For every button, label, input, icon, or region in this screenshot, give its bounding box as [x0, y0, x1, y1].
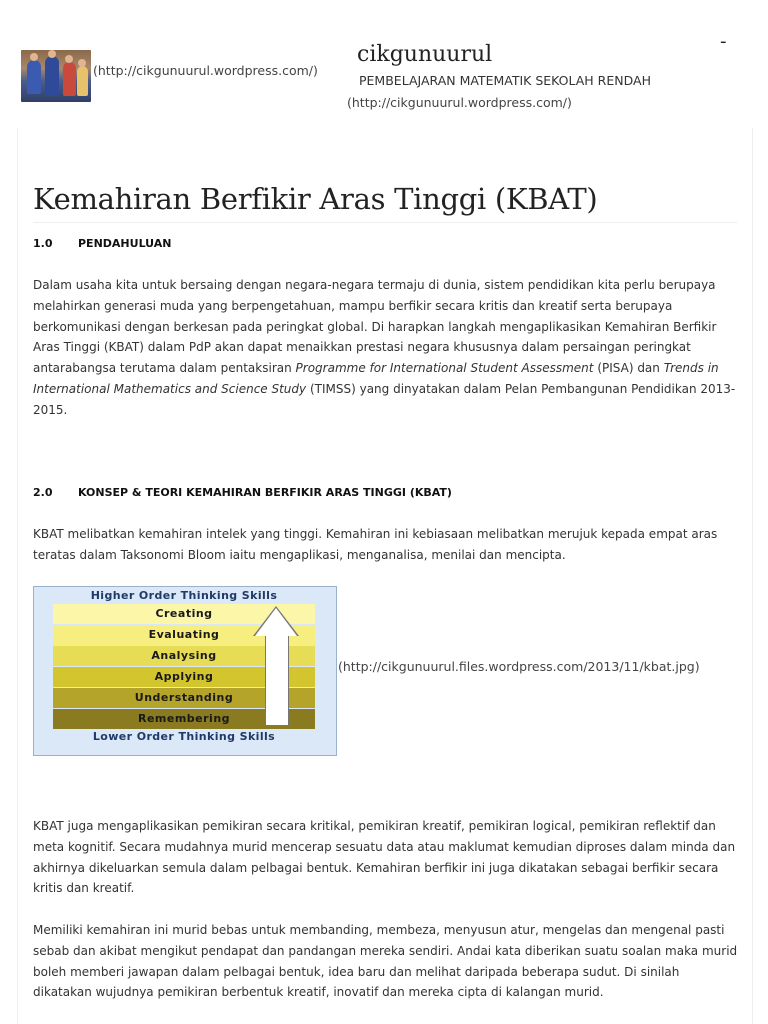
photo-face	[78, 59, 86, 67]
photo-face	[30, 53, 38, 61]
image-bottom-label: Lower Order Thinking Skills	[92, 730, 276, 743]
menu-toggle-button[interactable]: -	[720, 31, 727, 52]
paragraph-skills: KBAT juga mengaplikasikan pemikiran secara kritikal, pemikiran kreatif, pemikiran logical, pemikiran reflektif dan meta kognitif. Secara mudahnya murid mencerap sesuatu data atau maklumat kemudian diproses dalam minda dan akhirnya dikeluarkan semula dalam pelbagai bentuk. Kemahiran berfikir ini juga dikatakan sebagai berfikir secara kritis dan kreatif.	[33, 819, 736, 896]
post-title: Kemahiran Berfikir Aras Tinggi (KBAT)	[33, 182, 598, 216]
site-title-link[interactable]: (http://cikgunuurul.wordpress.com/)	[347, 95, 572, 110]
site-description: PEMBELAJARAN MATEMATIK SEKOLAH RENDAH	[359, 73, 651, 88]
text-run: (TIMSS) yang dinyatakan dalam Pelan Pembangunan Pendidikan 2013-2015.	[33, 381, 736, 417]
site-logo-link[interactable]: (http://cikgunuurul.wordpress.com/)	[93, 63, 318, 78]
italic-text: Trends in International Mathematics and Science Study	[33, 361, 719, 396]
section-number: 1.0	[33, 237, 53, 250]
taxonomy-level: Applying	[53, 667, 315, 687]
section-title: PENDAHULUAN	[78, 237, 172, 250]
photo-face	[48, 50, 56, 58]
bloom-taxonomy-image[interactable]	[33, 586, 337, 756]
photo-figure	[77, 66, 88, 96]
photo-figure	[63, 62, 76, 96]
section-heading	[33, 486, 452, 499]
image-link[interactable]: (http://cikgunuurul.files.wordpress.com/2013/11/kbat.jpg)	[338, 659, 700, 674]
taxonomy-level: Analysing	[53, 646, 315, 666]
taxonomy-level: Understanding	[53, 688, 315, 708]
article	[17, 128, 753, 1024]
arrow-up-icon	[265, 635, 289, 726]
site-header	[0, 0, 768, 125]
paragraph-concept: KBAT melibatkan kemahiran intelek yang tinggi. Kemahiran ini kebiasaan melibatkan merujuk kepada empat aras teratas dalam Taksonomi Bloom iaitu mengaplikasi, menganalisa, menilai dan mencipta.	[33, 527, 718, 562]
taxonomy-level: Remembering	[53, 709, 315, 729]
section-title: KONSEP & TEORI KEMAHIRAN BERFIKIR ARAS TINGGI (KBAT)	[78, 486, 452, 499]
taxonomy-level: Evaluating	[53, 625, 315, 645]
site-logo-photo[interactable]	[21, 50, 91, 102]
italic-text: Programme for International Student Assessment	[295, 361, 594, 376]
site-title[interactable]: cikgunuurul	[357, 42, 493, 67]
photo-face	[65, 55, 73, 63]
text-run: (PISA) dan	[593, 361, 664, 376]
section-number: 2.0	[33, 486, 53, 499]
title-divider	[33, 222, 737, 223]
paragraph-intro	[33, 275, 739, 421]
taxonomy-level: Creating	[53, 604, 315, 624]
section-heading	[33, 237, 172, 250]
text-run: Dalam usaha kita untuk bersaing dengan negara-negara termaju di dunia, sistem pendidikan kita perlu berupaya melahirkan generasi muda yang berpengetahuan, mampu berfikir secara kritis dan kreatif serta berupaya berkomunikasi dengan berkesan pada peringkat global. Di harapkan langkah mengaplikasikan Kemahiran Berfikir Aras Tinggi (KBAT) dalam PdP akan dapat menaikkan prestasi negara khususnya dalam persaingan peringkat antarabangsa terutama dalam pentaksiran	[33, 278, 717, 376]
arrow-head-fill	[255, 608, 297, 636]
photo-figure	[27, 60, 41, 94]
paragraph-benefits: Memiliki kemahiran ini murid bebas untuk membanding, membeza, menyusun atur, mengelas dan mengenal pasti sebab dan akibat mengikut pendapat dan pandangan mereka sendiri. Andai kata diberikan suatu soalan maka murid boleh memberi jawapan dalam pelbagai bentuk, idea baru dan melihat daripada beberapa sudut. Di sinilah dikatakan wujudnya pemikiran berbentuk kreatif, inovatif dan mereka cipta di kalangan murid.	[33, 923, 738, 1000]
photo-figure	[45, 56, 59, 96]
image-top-label: Higher Order Thinking Skills	[90, 589, 278, 602]
